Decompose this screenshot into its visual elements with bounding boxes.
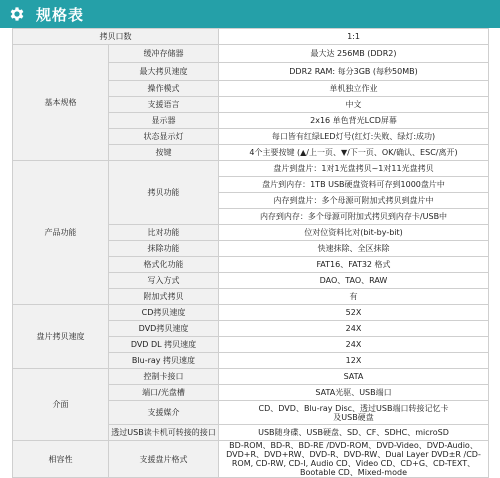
row-label: 缓冲存储器 bbox=[109, 45, 219, 63]
row-value: USB随身碟、USB硬盘、SD、CF、SDHC、microSD bbox=[219, 425, 489, 441]
category-cell: 相容性 bbox=[13, 441, 109, 478]
row-value: 24X bbox=[219, 337, 489, 353]
category-cell: 基本规格 bbox=[13, 45, 109, 161]
row-label: 抹除功能 bbox=[109, 241, 219, 257]
row-value: SATA光驱、USB端口 bbox=[219, 385, 489, 401]
row-label: 控制卡接口 bbox=[109, 369, 219, 385]
row-label: 支援媒介 bbox=[109, 401, 219, 425]
row-label: 附加式拷贝 bbox=[109, 289, 219, 305]
table-row bbox=[13, 369, 489, 385]
table-row bbox=[13, 45, 489, 63]
row-value: CD、DVD、Blu-ray Disc、透过USB端口转接记忆卡 及USB硬盘 bbox=[219, 401, 489, 425]
row-value: 2x16 单色背光LCD屏幕 bbox=[219, 113, 489, 129]
row-label: 状态显示灯 bbox=[109, 129, 219, 145]
row-value: 中文 bbox=[219, 97, 489, 113]
row-value: 最大达 256MB (DDR2) bbox=[219, 45, 489, 63]
row-value: SATA bbox=[219, 369, 489, 385]
row-label: 操作模式 bbox=[109, 81, 219, 97]
category-cell: 介面 bbox=[13, 369, 109, 441]
row-value: DDR2 RAM: 每分3GB (每秒50MB) bbox=[219, 63, 489, 81]
header-bar bbox=[0, 0, 500, 28]
row-label: 拷贝口数 bbox=[13, 29, 219, 45]
row-label: 写入方式 bbox=[109, 273, 219, 289]
row-value: 单机独立作业 bbox=[219, 81, 489, 97]
row-value: FAT16、FAT32 格式 bbox=[219, 257, 489, 273]
row-value: 12X bbox=[219, 353, 489, 369]
row-value: 每口皆有红绿LED灯号(红灯:失败、绿灯:成功) bbox=[219, 129, 489, 145]
row-value: 有 bbox=[219, 289, 489, 305]
row-label: 透过USB读卡机可转接的接口 bbox=[109, 425, 219, 441]
row-label: CD拷贝速度 bbox=[109, 305, 219, 321]
row-value: 位对位资料比对(bit-by-bit) bbox=[219, 225, 489, 241]
spec-table bbox=[12, 28, 489, 478]
page-title: 规格表 bbox=[36, 5, 85, 24]
table-row bbox=[13, 161, 489, 177]
gear-icon bbox=[8, 5, 26, 23]
row-label: 比对功能 bbox=[109, 225, 219, 241]
row-label: 格式化功能 bbox=[109, 257, 219, 273]
row-value: 内存到内存：多个母源可附加式拷贝到内存卡/USB中 bbox=[219, 209, 489, 225]
row-value: 盘片到盘片：1对1光盘拷贝~1对11光盘拷贝 bbox=[219, 161, 489, 177]
category-cell: 盘片拷贝速度 bbox=[13, 305, 109, 369]
row-label: 支援语言 bbox=[109, 97, 219, 113]
row-label: DVD DL 拷贝速度 bbox=[109, 337, 219, 353]
row-value: 24X bbox=[219, 321, 489, 337]
row-label: 拷贝功能 bbox=[109, 161, 219, 225]
spec-table-container bbox=[0, 28, 500, 478]
table-row bbox=[13, 29, 489, 45]
row-label: 最大拷贝速度 bbox=[109, 63, 219, 81]
row-label: DVD拷贝速度 bbox=[109, 321, 219, 337]
row-value: BD-ROM、BD-R、BD-RE /DVD-ROM、DVD-Video、DVD-Audio、DVD+R、DVD+RW、DVD-R、DVD-RW、Dual Layer DVD±R /CD-ROM, CD-RW, CD-I, Audio CD、Video CD、CD+G、CD-TEXT、Bootable CD、Mixed-mode bbox=[219, 441, 489, 478]
row-label: 按键 bbox=[109, 145, 219, 161]
row-label: 支援盘片格式 bbox=[109, 441, 219, 478]
row-value: 4个主要按键 (▲/上一页、▼/下一页、OK/确认、ESC/离开) bbox=[219, 145, 489, 161]
row-value: 52X bbox=[219, 305, 489, 321]
row-value: 内存到盘片：多个母源可附加式拷贝到盘片中 bbox=[219, 193, 489, 209]
row-value: 1:1 bbox=[219, 29, 489, 45]
row-label: 端口/光盘槽 bbox=[109, 385, 219, 401]
row-value: 盘片到内存：1TB USB硬盘资料可存到1000盘片中 bbox=[219, 177, 489, 193]
row-label: Blu-ray 拷贝速度 bbox=[109, 353, 219, 369]
category-cell: 产品功能 bbox=[13, 161, 109, 305]
row-value: 快速抹除、全区抹除 bbox=[219, 241, 489, 257]
table-row bbox=[13, 305, 489, 321]
row-value: DAO、TAO、RAW bbox=[219, 273, 489, 289]
row-label: 显示器 bbox=[109, 113, 219, 129]
